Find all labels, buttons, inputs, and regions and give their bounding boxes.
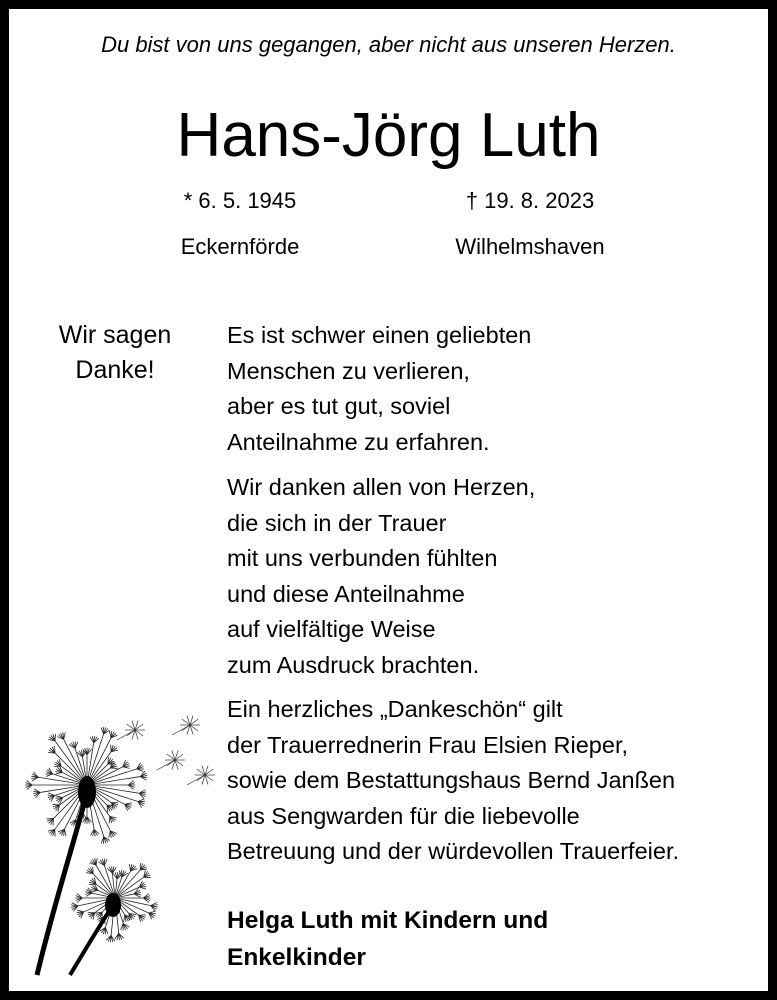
- text-line: mit uns verbunden fühlten: [227, 545, 498, 571]
- text-line: Wir danken allen von Herzen,: [227, 474, 536, 500]
- paragraph-3: [227, 692, 679, 870]
- birth-place: Eckernförde: [180, 234, 300, 259]
- death-date: † 19. 8. 2023: [465, 188, 595, 213]
- text-line: Es ist schwer einen geliebten: [227, 322, 532, 348]
- thanks-line: Wir sagen: [58, 321, 172, 349]
- text-line: der Trauerrednerin Frau Elsien Rieper,: [227, 731, 629, 758]
- text-line: auf vielfältige Weise: [227, 616, 436, 642]
- birth-date: * 6. 5. 1945: [183, 188, 297, 213]
- thanks-line: Danke!: [75, 356, 155, 384]
- paragraph-1: [227, 318, 531, 460]
- signature-line: Helga Luth mit Kindern und: [227, 907, 549, 934]
- text-line: und diese Anteilnahme: [227, 580, 465, 607]
- text-line: die sich in der Trauer: [227, 509, 447, 536]
- text-line: Menschen zu verlieren,: [227, 357, 470, 384]
- motto: Du bist von uns gegangen, aber nicht aus unseren Herzen.: [101, 32, 676, 57]
- text-line: Anteilnahme zu erfahren.: [227, 428, 490, 455]
- text-line: aus Sengwarden für die liebevolle: [227, 802, 580, 829]
- signature: [227, 902, 548, 976]
- deceased-name: Hans-Jörg Luth: [176, 101, 601, 170]
- dandelion-illustration: [15, 700, 245, 980]
- text-line: aber es tut gut, soviel: [227, 393, 451, 419]
- text-line: zum Ausdruck brachten.: [227, 651, 480, 678]
- text-line: sowie dem Bestattungshaus Bernd Janßen: [227, 767, 676, 793]
- text-line: Ein herzliches „Dankeschön“ gilt: [227, 696, 563, 722]
- text-line: Betreuung und der würdevollen Trauerfeier.: [227, 838, 680, 864]
- thanks-heading: [30, 318, 200, 388]
- death-place: Wilhelmshaven: [455, 234, 605, 259]
- paragraph-2: [227, 470, 535, 683]
- signature-line: Enkelkinder: [227, 944, 366, 971]
